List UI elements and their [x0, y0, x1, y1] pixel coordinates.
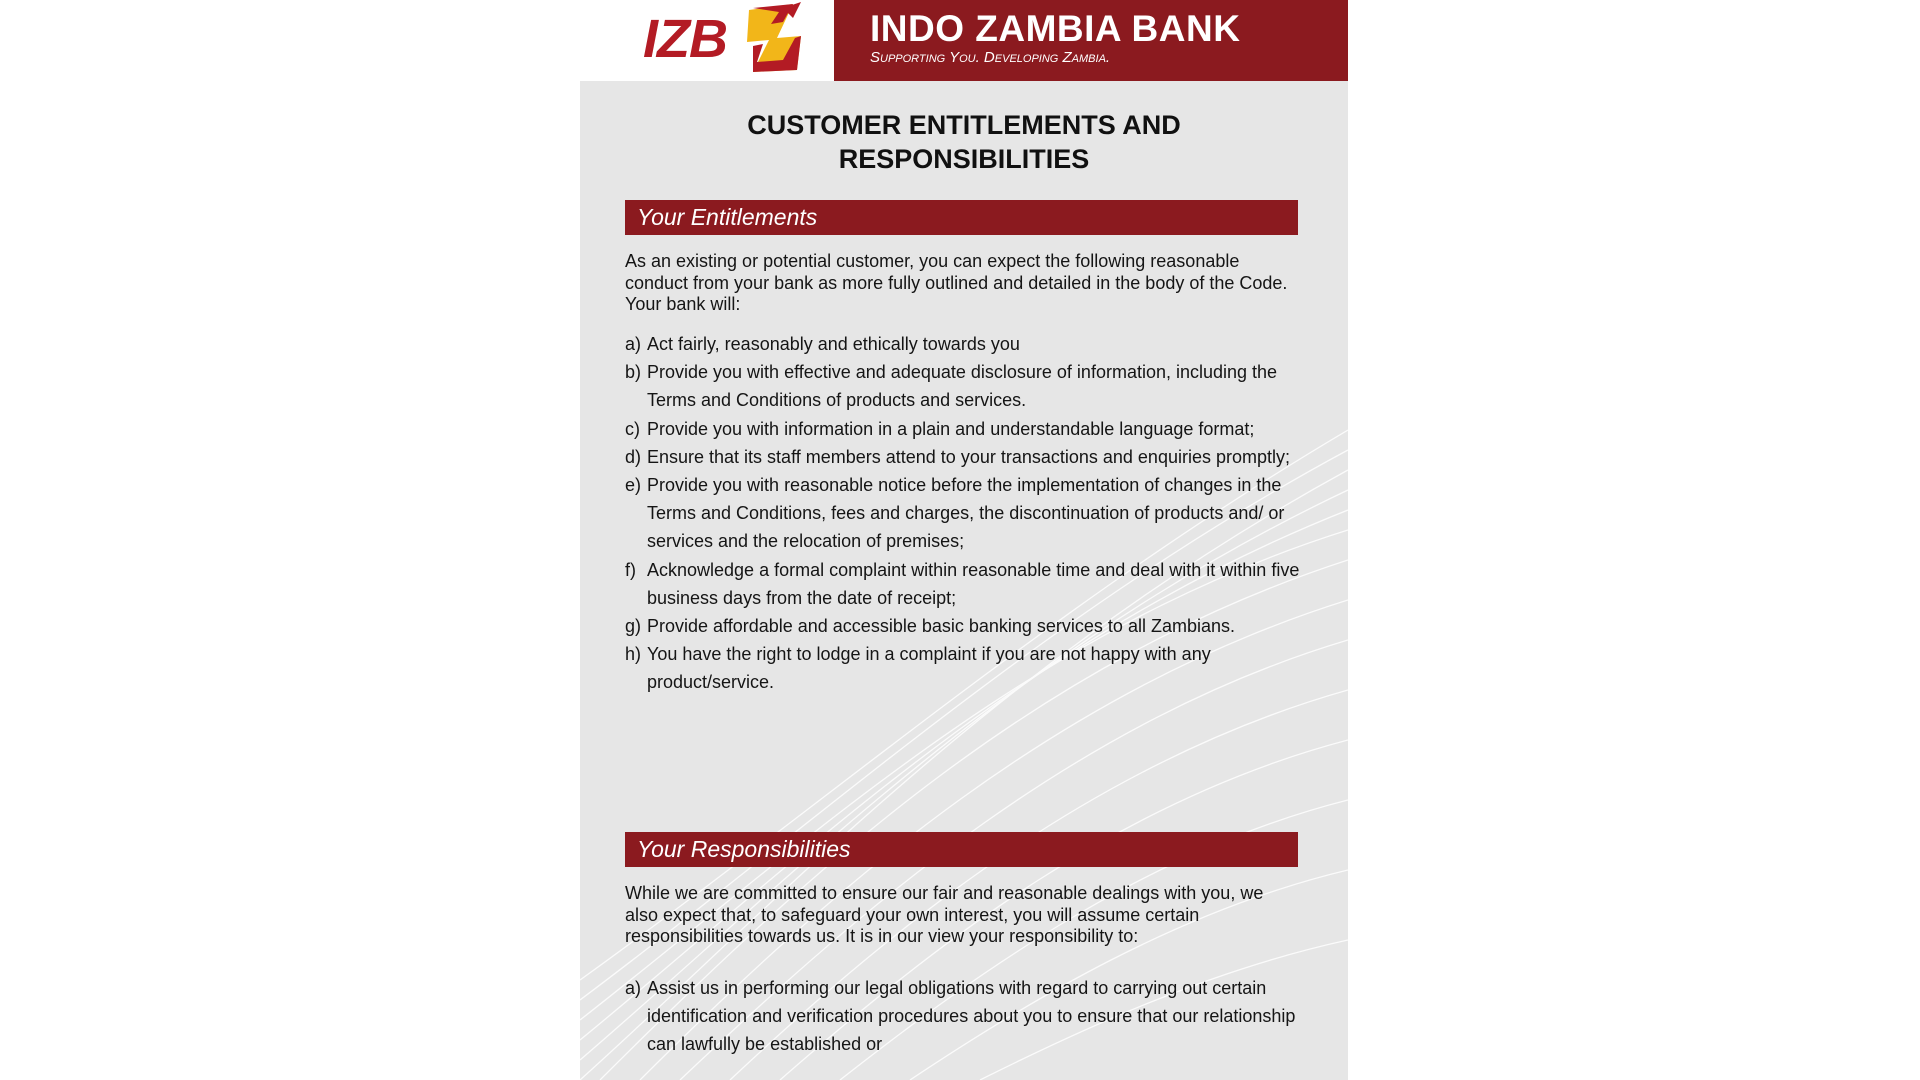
entitlements-list	[625, 330, 1305, 697]
brand-band	[834, 0, 1348, 81]
brand-tagline: Supporting You. Developing Zambia.	[870, 49, 1111, 66]
list-item: c) Provide you with information in a plain and understandable language format;	[625, 418, 1255, 439]
list-item: h) You have the right to lodge in a complaint if you are not happy with any product/service.	[625, 644, 1211, 693]
list-item: a) Act fairly, reasonably and ethically towards you	[625, 334, 1020, 354]
entitlements-intro: As an existing or potential customer, you can expect the following reasonable conduct from your bank as more fully outlined and detailed in the body of the Code. Your bank will:	[625, 251, 1288, 314]
document-title	[580, 108, 1348, 176]
responsibilities-heading: Your Responsibilities	[625, 832, 1298, 867]
list-item: e) Provide you with reasonable notice before the implementation of changes in the Terms and Conditions, fees and charges, the discontinuation of products and/ or services and the relocation of premises;	[625, 475, 1285, 552]
entitlements-heading: Your Entitlements	[625, 200, 1298, 235]
responsibilities-list	[625, 974, 1305, 1059]
document-page	[580, 0, 1348, 1080]
list-item: g) Provide affordable and accessible basic banking services to all Zambians.	[625, 616, 1235, 637]
list-item: a) Assist us in performing our legal obligations with regard to carrying out certain identification and verification procedures about you to ensure that our relationship can lawfully be established or	[625, 978, 1296, 1055]
bank-logo	[580, 0, 834, 81]
list-item: d) Ensure that its staff members attend to your transactions and enquiries promptly;	[625, 446, 1290, 467]
bank-header	[580, 0, 1348, 81]
list-item: b) Provide you with effective and adequate disclosure of information, including the Terms and Conditions of products and services.	[625, 362, 1278, 411]
brand-name: INDO ZAMBIA BANK	[870, 8, 1241, 49]
title-line-2: RESPONSIBILITIES	[838, 144, 1090, 174]
logo-text: IZB	[643, 9, 727, 69]
title-line-1: CUSTOMER ENTITLEMENTS AND	[747, 110, 1181, 140]
izb-z-mark-icon	[743, 2, 805, 74]
responsibilities-intro: While we are committed to ensure our fair and reasonable dealings with you, we also expect that, to safeguard your own interest, you will assume certain responsibilities towards us. It is in our view your responsibility to:	[625, 883, 1264, 946]
list-item: f) Acknowledge a formal complaint within reasonable time and deal with it within five business days from the date of receipt;	[625, 559, 1300, 608]
